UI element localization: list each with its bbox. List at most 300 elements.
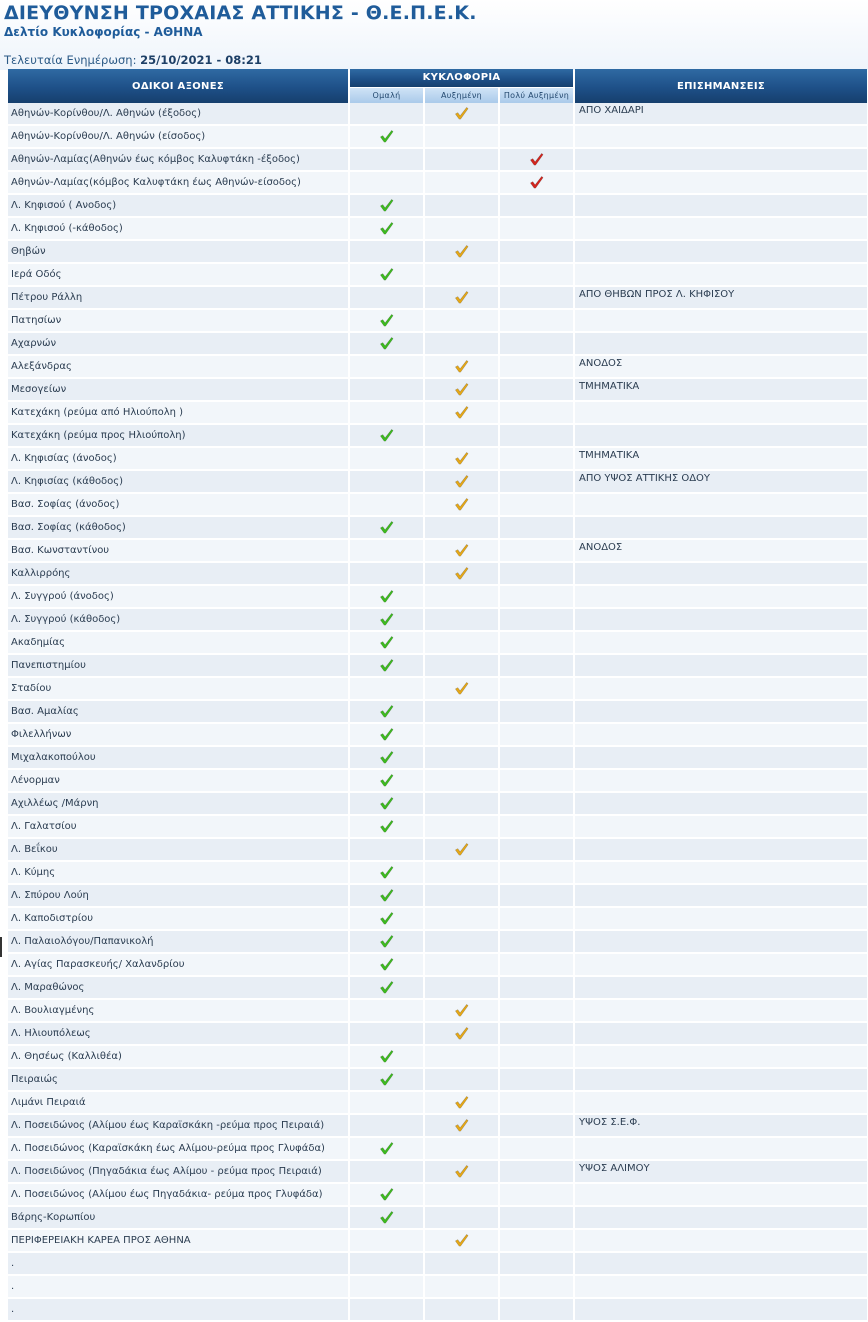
- note-cell: [575, 218, 867, 241]
- table-row: [8, 816, 867, 839]
- status-cell-increased: [425, 678, 498, 701]
- check-mark-icon: [454, 1095, 469, 1110]
- status-cell-normal: [350, 1069, 423, 1092]
- status-cell-normal: [350, 586, 423, 609]
- table-row: [8, 1161, 867, 1184]
- status-cell-normal: [350, 655, 423, 678]
- status-cell-very: [500, 494, 573, 517]
- status-cell-increased: [425, 195, 498, 218]
- table-row: [8, 333, 867, 356]
- road-name: Λένορμαν: [8, 770, 348, 793]
- status-cell-very: [500, 218, 573, 241]
- check-mark-icon: [454, 290, 469, 305]
- check-mark-icon: [379, 267, 394, 282]
- check-mark-icon: [379, 980, 394, 995]
- status-cell-increased: [425, 632, 498, 655]
- status-cell-very: [500, 471, 573, 494]
- status-cell-normal: [350, 908, 423, 931]
- status-cell-increased: [425, 1299, 498, 1322]
- table-row: [8, 264, 867, 287]
- status-cell-normal: [350, 356, 423, 379]
- status-cell-very: [500, 1046, 573, 1069]
- table-row: [8, 563, 867, 586]
- road-name: Λ. Κηφισού (-κάθοδος): [8, 218, 348, 241]
- status-cell-increased: [425, 1092, 498, 1115]
- status-cell-normal: [350, 1207, 423, 1230]
- status-cell-increased: [425, 724, 498, 747]
- status-cell-increased: [425, 931, 498, 954]
- road-name: Μιχαλακοπούλου: [8, 747, 348, 770]
- status-cell-normal: [350, 172, 423, 195]
- status-cell-normal: [350, 1115, 423, 1138]
- status-cell-very: [500, 954, 573, 977]
- table-row: [8, 586, 867, 609]
- status-cell-increased: [425, 563, 498, 586]
- status-cell-normal: [350, 241, 423, 264]
- status-cell-increased: [425, 356, 498, 379]
- status-cell-very: [500, 770, 573, 793]
- status-cell-increased: [425, 1276, 498, 1299]
- road-name: Θηβών: [8, 241, 348, 264]
- check-mark-icon: [454, 681, 469, 696]
- table-row: [8, 931, 867, 954]
- status-cell-normal: [350, 540, 423, 563]
- note-cell: [575, 149, 867, 172]
- road-name: Λ. Κύμης: [8, 862, 348, 885]
- road-name: Λ. Καποδιστρίου: [8, 908, 348, 931]
- status-cell-normal: [350, 931, 423, 954]
- note-cell: ΥΨΟΣ Σ.Ε.Φ.: [575, 1115, 867, 1138]
- road-name: Βάρης-Κορωπίου: [8, 1207, 348, 1230]
- check-mark-icon: [379, 612, 394, 627]
- table-row: [8, 1115, 867, 1138]
- check-mark-icon: [529, 152, 544, 167]
- check-mark-icon: [379, 773, 394, 788]
- road-name: Φιλελλήνων: [8, 724, 348, 747]
- status-cell-increased: [425, 839, 498, 862]
- check-mark-icon: [379, 888, 394, 903]
- table-row: [8, 1138, 867, 1161]
- check-mark-icon: [379, 957, 394, 972]
- subheader-increased: Αυξημένη: [425, 87, 498, 104]
- header-traffic: ΚΥΚΛΟΦΟΡΙΑ: [350, 69, 573, 87]
- status-cell-increased: [425, 471, 498, 494]
- status-cell-normal: [350, 1092, 423, 1115]
- table-row: [8, 471, 867, 494]
- road-name: Ακαδημίας: [8, 632, 348, 655]
- status-cell-normal: [350, 747, 423, 770]
- table-row: [8, 1253, 867, 1276]
- table-row: [8, 793, 867, 816]
- check-mark-icon: [454, 382, 469, 397]
- road-name: Καλλιρρόης: [8, 563, 348, 586]
- page-title: ΔΙΕΥΘΥΝΣΗ ΤΡΟΧΑΙΑΣ ΑΤΤΙΚΗΣ - Θ.Ε.Π.Ε.Κ.: [4, 2, 477, 24]
- check-mark-icon: [379, 1210, 394, 1225]
- status-cell-normal: [350, 218, 423, 241]
- check-mark-icon: [454, 1003, 469, 1018]
- status-cell-increased: [425, 241, 498, 264]
- status-cell-very: [500, 448, 573, 471]
- check-mark-icon: [454, 1233, 469, 1248]
- check-mark-icon: [379, 819, 394, 834]
- table-row: [8, 103, 867, 126]
- check-mark-icon: [454, 543, 469, 558]
- table-row: [8, 655, 867, 678]
- status-cell-increased: [425, 149, 498, 172]
- table-row: [8, 1092, 867, 1115]
- status-cell-normal: [350, 816, 423, 839]
- status-cell-normal: [350, 264, 423, 287]
- check-mark-icon: [379, 520, 394, 535]
- status-cell-normal: [350, 126, 423, 149]
- table-row: [8, 632, 867, 655]
- check-mark-icon: [379, 796, 394, 811]
- table-row: [8, 701, 867, 724]
- status-cell-very: [500, 287, 573, 310]
- road-name: .: [8, 1253, 348, 1276]
- road-name: Λ. Συγγρού (κάθοδος): [8, 609, 348, 632]
- status-cell-normal: [350, 632, 423, 655]
- status-cell-very: [500, 1161, 573, 1184]
- note-cell: [575, 839, 867, 862]
- traffic-rows: [8, 103, 867, 1322]
- status-cell-very: [500, 885, 573, 908]
- status-cell-very: [500, 1138, 573, 1161]
- text-cursor-mark: [0, 937, 2, 957]
- road-name: Αθηνών-Κορίνθου/Λ. Αθηνών (έξοδος): [8, 103, 348, 126]
- table-row: [8, 195, 867, 218]
- check-mark-icon: [379, 1141, 394, 1156]
- status-cell-very: [500, 1184, 573, 1207]
- status-cell-normal: [350, 563, 423, 586]
- status-cell-normal: [350, 770, 423, 793]
- note-cell: [575, 908, 867, 931]
- status-cell-increased: [425, 862, 498, 885]
- status-cell-normal: [350, 448, 423, 471]
- check-mark-icon: [454, 474, 469, 489]
- note-cell: [575, 632, 867, 655]
- status-cell-increased: [425, 747, 498, 770]
- road-name: Λ. Παλαιολόγου/Παπανικολή: [8, 931, 348, 954]
- status-cell-normal: [350, 402, 423, 425]
- note-cell: [575, 425, 867, 448]
- status-cell-increased: [425, 126, 498, 149]
- note-cell: [575, 1230, 867, 1253]
- check-mark-icon: [379, 336, 394, 351]
- table-row: [8, 770, 867, 793]
- status-cell-increased: [425, 333, 498, 356]
- check-mark-icon: [379, 198, 394, 213]
- check-mark-icon: [379, 727, 394, 742]
- status-cell-very: [500, 586, 573, 609]
- status-cell-very: [500, 172, 573, 195]
- note-cell: [575, 1069, 867, 1092]
- status-cell-normal: [350, 494, 423, 517]
- status-cell-increased: [425, 1253, 498, 1276]
- status-cell-increased: [425, 264, 498, 287]
- note-cell: [575, 1092, 867, 1115]
- status-cell-increased: [425, 425, 498, 448]
- note-cell: [575, 517, 867, 540]
- check-mark-icon: [379, 1072, 394, 1087]
- note-cell: [575, 678, 867, 701]
- road-name: Πέτρου Ράλλη: [8, 287, 348, 310]
- status-cell-normal: [350, 471, 423, 494]
- check-mark-icon: [454, 106, 469, 121]
- status-cell-normal: [350, 149, 423, 172]
- check-mark-icon: [454, 244, 469, 259]
- check-mark-icon: [379, 658, 394, 673]
- note-cell: [575, 126, 867, 149]
- road-name: Λ. Κηφισίας (κάθοδος): [8, 471, 348, 494]
- status-cell-normal: [350, 793, 423, 816]
- status-cell-very: [500, 333, 573, 356]
- status-cell-very: [500, 747, 573, 770]
- check-mark-icon: [454, 451, 469, 466]
- note-cell: ΤΜΗΜΑΤΙΚΑ: [575, 448, 867, 471]
- traffic-table: [6, 69, 868, 1322]
- header-roads: ΟΔΙΚΟΙ ΑΞΟΝΕΣ: [8, 69, 348, 103]
- table-row: [8, 287, 867, 310]
- status-cell-very: [500, 908, 573, 931]
- status-cell-very: [500, 1299, 573, 1322]
- status-cell-normal: [350, 195, 423, 218]
- status-cell-normal: [350, 609, 423, 632]
- status-cell-increased: [425, 1023, 498, 1046]
- table-row: [8, 494, 867, 517]
- road-name: Λ. Κηφισού ( Ανοδος): [8, 195, 348, 218]
- note-cell: [575, 770, 867, 793]
- check-mark-icon: [454, 497, 469, 512]
- status-cell-normal: [350, 1253, 423, 1276]
- status-cell-normal: [350, 287, 423, 310]
- status-cell-very: [500, 655, 573, 678]
- status-cell-very: [500, 356, 573, 379]
- subheader-normal: Ομαλή: [350, 87, 423, 104]
- status-cell-normal: [350, 1046, 423, 1069]
- status-cell-increased: [425, 172, 498, 195]
- road-name: Βασ. Σοφίας (άνοδος): [8, 494, 348, 517]
- check-mark-icon: [379, 313, 394, 328]
- status-cell-normal: [350, 862, 423, 885]
- status-cell-increased: [425, 1161, 498, 1184]
- table-row: [8, 724, 867, 747]
- table-row: [8, 1000, 867, 1023]
- note-cell: [575, 563, 867, 586]
- status-cell-very: [500, 793, 573, 816]
- status-cell-very: [500, 931, 573, 954]
- table-row: [8, 1207, 867, 1230]
- table-row: [8, 954, 867, 977]
- table-row: [8, 517, 867, 540]
- note-cell: [575, 793, 867, 816]
- road-name: Αχιλλέως /Μάρνη: [8, 793, 348, 816]
- status-cell-normal: [350, 724, 423, 747]
- table-row: [8, 172, 867, 195]
- status-cell-normal: [350, 1276, 423, 1299]
- status-cell-increased: [425, 1046, 498, 1069]
- table-row: [8, 218, 867, 241]
- status-cell-very: [500, 1230, 573, 1253]
- road-name: Λ. Βεΐκου: [8, 839, 348, 862]
- status-cell-normal: [350, 379, 423, 402]
- note-cell: ΑΠΟ ΘΗΒΩΝ ΠΡΟΣ Λ. ΚΗΦΙΣΟΥ: [575, 287, 867, 310]
- road-name: Κατεχάκη (ρεύμα από Ηλιούπολη ): [8, 402, 348, 425]
- road-name: Λ. Αγίας Παρασκευής/ Χαλανδρίου: [8, 954, 348, 977]
- status-cell-increased: [425, 218, 498, 241]
- status-cell-very: [500, 609, 573, 632]
- note-cell: [575, 402, 867, 425]
- check-mark-icon: [379, 911, 394, 926]
- table-row: [8, 1299, 867, 1322]
- status-cell-increased: [425, 1230, 498, 1253]
- status-cell-normal: [350, 1138, 423, 1161]
- note-cell: [575, 310, 867, 333]
- status-cell-very: [500, 310, 573, 333]
- check-mark-icon: [379, 589, 394, 604]
- table-row: [8, 126, 867, 149]
- note-cell: [575, 885, 867, 908]
- note-cell: [575, 609, 867, 632]
- road-name: Πανεπιστημίου: [8, 655, 348, 678]
- note-cell: [575, 333, 867, 356]
- note-cell: [575, 1000, 867, 1023]
- road-name: Λ. Γαλατσίου: [8, 816, 348, 839]
- table-row: [8, 839, 867, 862]
- note-cell: [575, 701, 867, 724]
- status-cell-very: [500, 379, 573, 402]
- page-subtitle: Δελτίο Κυκλοφορίας - ΑΘΗΝΑ: [4, 25, 203, 39]
- note-cell: [575, 264, 867, 287]
- note-cell: ΑΝΟΔΟΣ: [575, 356, 867, 379]
- check-mark-icon: [454, 1164, 469, 1179]
- status-cell-very: [500, 977, 573, 1000]
- status-cell-very: [500, 425, 573, 448]
- road-name: Κατεχάκη (ρεύμα προς Ηλιούπολη): [8, 425, 348, 448]
- table-row: [8, 1276, 867, 1299]
- status-cell-very: [500, 264, 573, 287]
- status-cell-very: [500, 103, 573, 126]
- status-cell-increased: [425, 1000, 498, 1023]
- note-cell: [575, 747, 867, 770]
- road-name: Λ. Κηφισίας (άνοδος): [8, 448, 348, 471]
- status-cell-normal: [350, 517, 423, 540]
- status-cell-increased: [425, 586, 498, 609]
- status-cell-very: [500, 195, 573, 218]
- table-row: [8, 356, 867, 379]
- road-name: Λ. Ποσειδώνος (Αλίμου έως Καραϊσκάκη -ρεύμα προς Πειραιά): [8, 1115, 348, 1138]
- note-cell: [575, 172, 867, 195]
- note-cell: [575, 1023, 867, 1046]
- last-update-value: 25/10/2021 - 08:21: [140, 53, 262, 67]
- status-cell-normal: [350, 678, 423, 701]
- status-cell-normal: [350, 839, 423, 862]
- status-cell-increased: [425, 701, 498, 724]
- status-cell-normal: [350, 425, 423, 448]
- note-cell: ΑΠΟ ΥΨΟΣ ΑΤΤΙΚΗΣ ΟΔΟΥ: [575, 471, 867, 494]
- status-cell-increased: [425, 494, 498, 517]
- check-mark-icon: [379, 129, 394, 144]
- note-cell: ΑΝΟΔΟΣ: [575, 540, 867, 563]
- status-cell-normal: [350, 1230, 423, 1253]
- status-cell-increased: [425, 379, 498, 402]
- table-row: [8, 977, 867, 1000]
- note-cell: [575, 655, 867, 678]
- table-row: [8, 747, 867, 770]
- road-name: Αθηνών-Κορίνθου/Λ. Αθηνών (είσοδος): [8, 126, 348, 149]
- check-mark-icon: [379, 704, 394, 719]
- status-cell-increased: [425, 816, 498, 839]
- note-cell: [575, 1184, 867, 1207]
- status-cell-increased: [425, 402, 498, 425]
- status-cell-increased: [425, 885, 498, 908]
- last-update: [4, 53, 262, 67]
- status-cell-normal: [350, 1000, 423, 1023]
- road-name: .: [8, 1276, 348, 1299]
- status-cell-increased: [425, 1069, 498, 1092]
- table-row: [8, 379, 867, 402]
- status-cell-normal: [350, 1161, 423, 1184]
- table-row: [8, 425, 867, 448]
- road-name: Λ. Ηλιουπόλεως: [8, 1023, 348, 1046]
- road-name: Ιερά Οδός: [8, 264, 348, 287]
- status-cell-increased: [425, 977, 498, 1000]
- road-name: Λ. Ποσειδώνος (Καραϊσκάκη έως Αλίμου-ρεύμα προς Γλυφάδα): [8, 1138, 348, 1161]
- status-cell-increased: [425, 517, 498, 540]
- status-cell-normal: [350, 885, 423, 908]
- status-cell-very: [500, 241, 573, 264]
- table-row: [8, 540, 867, 563]
- road-name: Λιμάνι Πειραιά: [8, 1092, 348, 1115]
- status-cell-normal: [350, 1184, 423, 1207]
- table-row: [8, 862, 867, 885]
- road-name: Πατησίων: [8, 310, 348, 333]
- table-row: [8, 402, 867, 425]
- status-cell-increased: [425, 310, 498, 333]
- status-cell-increased: [425, 448, 498, 471]
- subheader-very-increased: Πολύ Αυξημένη: [500, 87, 573, 104]
- note-cell: [575, 931, 867, 954]
- note-cell: [575, 1046, 867, 1069]
- road-name: Βασ. Σοφίας (κάθοδος): [8, 517, 348, 540]
- road-name: Αθηνών-Λαμίας(κόμβος Καλυφτάκη έως Αθηνών-είσοδος): [8, 172, 348, 195]
- status-cell-normal: [350, 954, 423, 977]
- status-cell-increased: [425, 103, 498, 126]
- road-name: Λ. Ποσειδώνος (Πηγαδάκια έως Αλίμου - ρεύμα προς Πειραιά): [8, 1161, 348, 1184]
- road-name: Αθηνών-Λαμίας(Αθηνών έως κόμβος Καλυφτάκη -έξοδος): [8, 149, 348, 172]
- road-name: Βασ. Αμαλίας: [8, 701, 348, 724]
- check-mark-icon: [379, 221, 394, 236]
- table-row: [8, 1069, 867, 1092]
- status-cell-normal: [350, 977, 423, 1000]
- road-name: Λ. Μαραθώνος: [8, 977, 348, 1000]
- status-cell-increased: [425, 1138, 498, 1161]
- status-cell-very: [500, 1000, 573, 1023]
- check-mark-icon: [379, 750, 394, 765]
- status-cell-very: [500, 1207, 573, 1230]
- note-cell: [575, 977, 867, 1000]
- table-row: [8, 885, 867, 908]
- table-row: [8, 1184, 867, 1207]
- note-cell: [575, 954, 867, 977]
- road-name: .: [8, 1299, 348, 1322]
- status-cell-very: [500, 402, 573, 425]
- status-cell-increased: [425, 609, 498, 632]
- road-name: Λ. Σπύρου Λούη: [8, 885, 348, 908]
- status-cell-very: [500, 701, 573, 724]
- road-name: Λ. Ποσειδώνος (Αλίμου έως Πηγαδάκια- ρεύμα προς Γλυφάδα): [8, 1184, 348, 1207]
- note-cell: [575, 724, 867, 747]
